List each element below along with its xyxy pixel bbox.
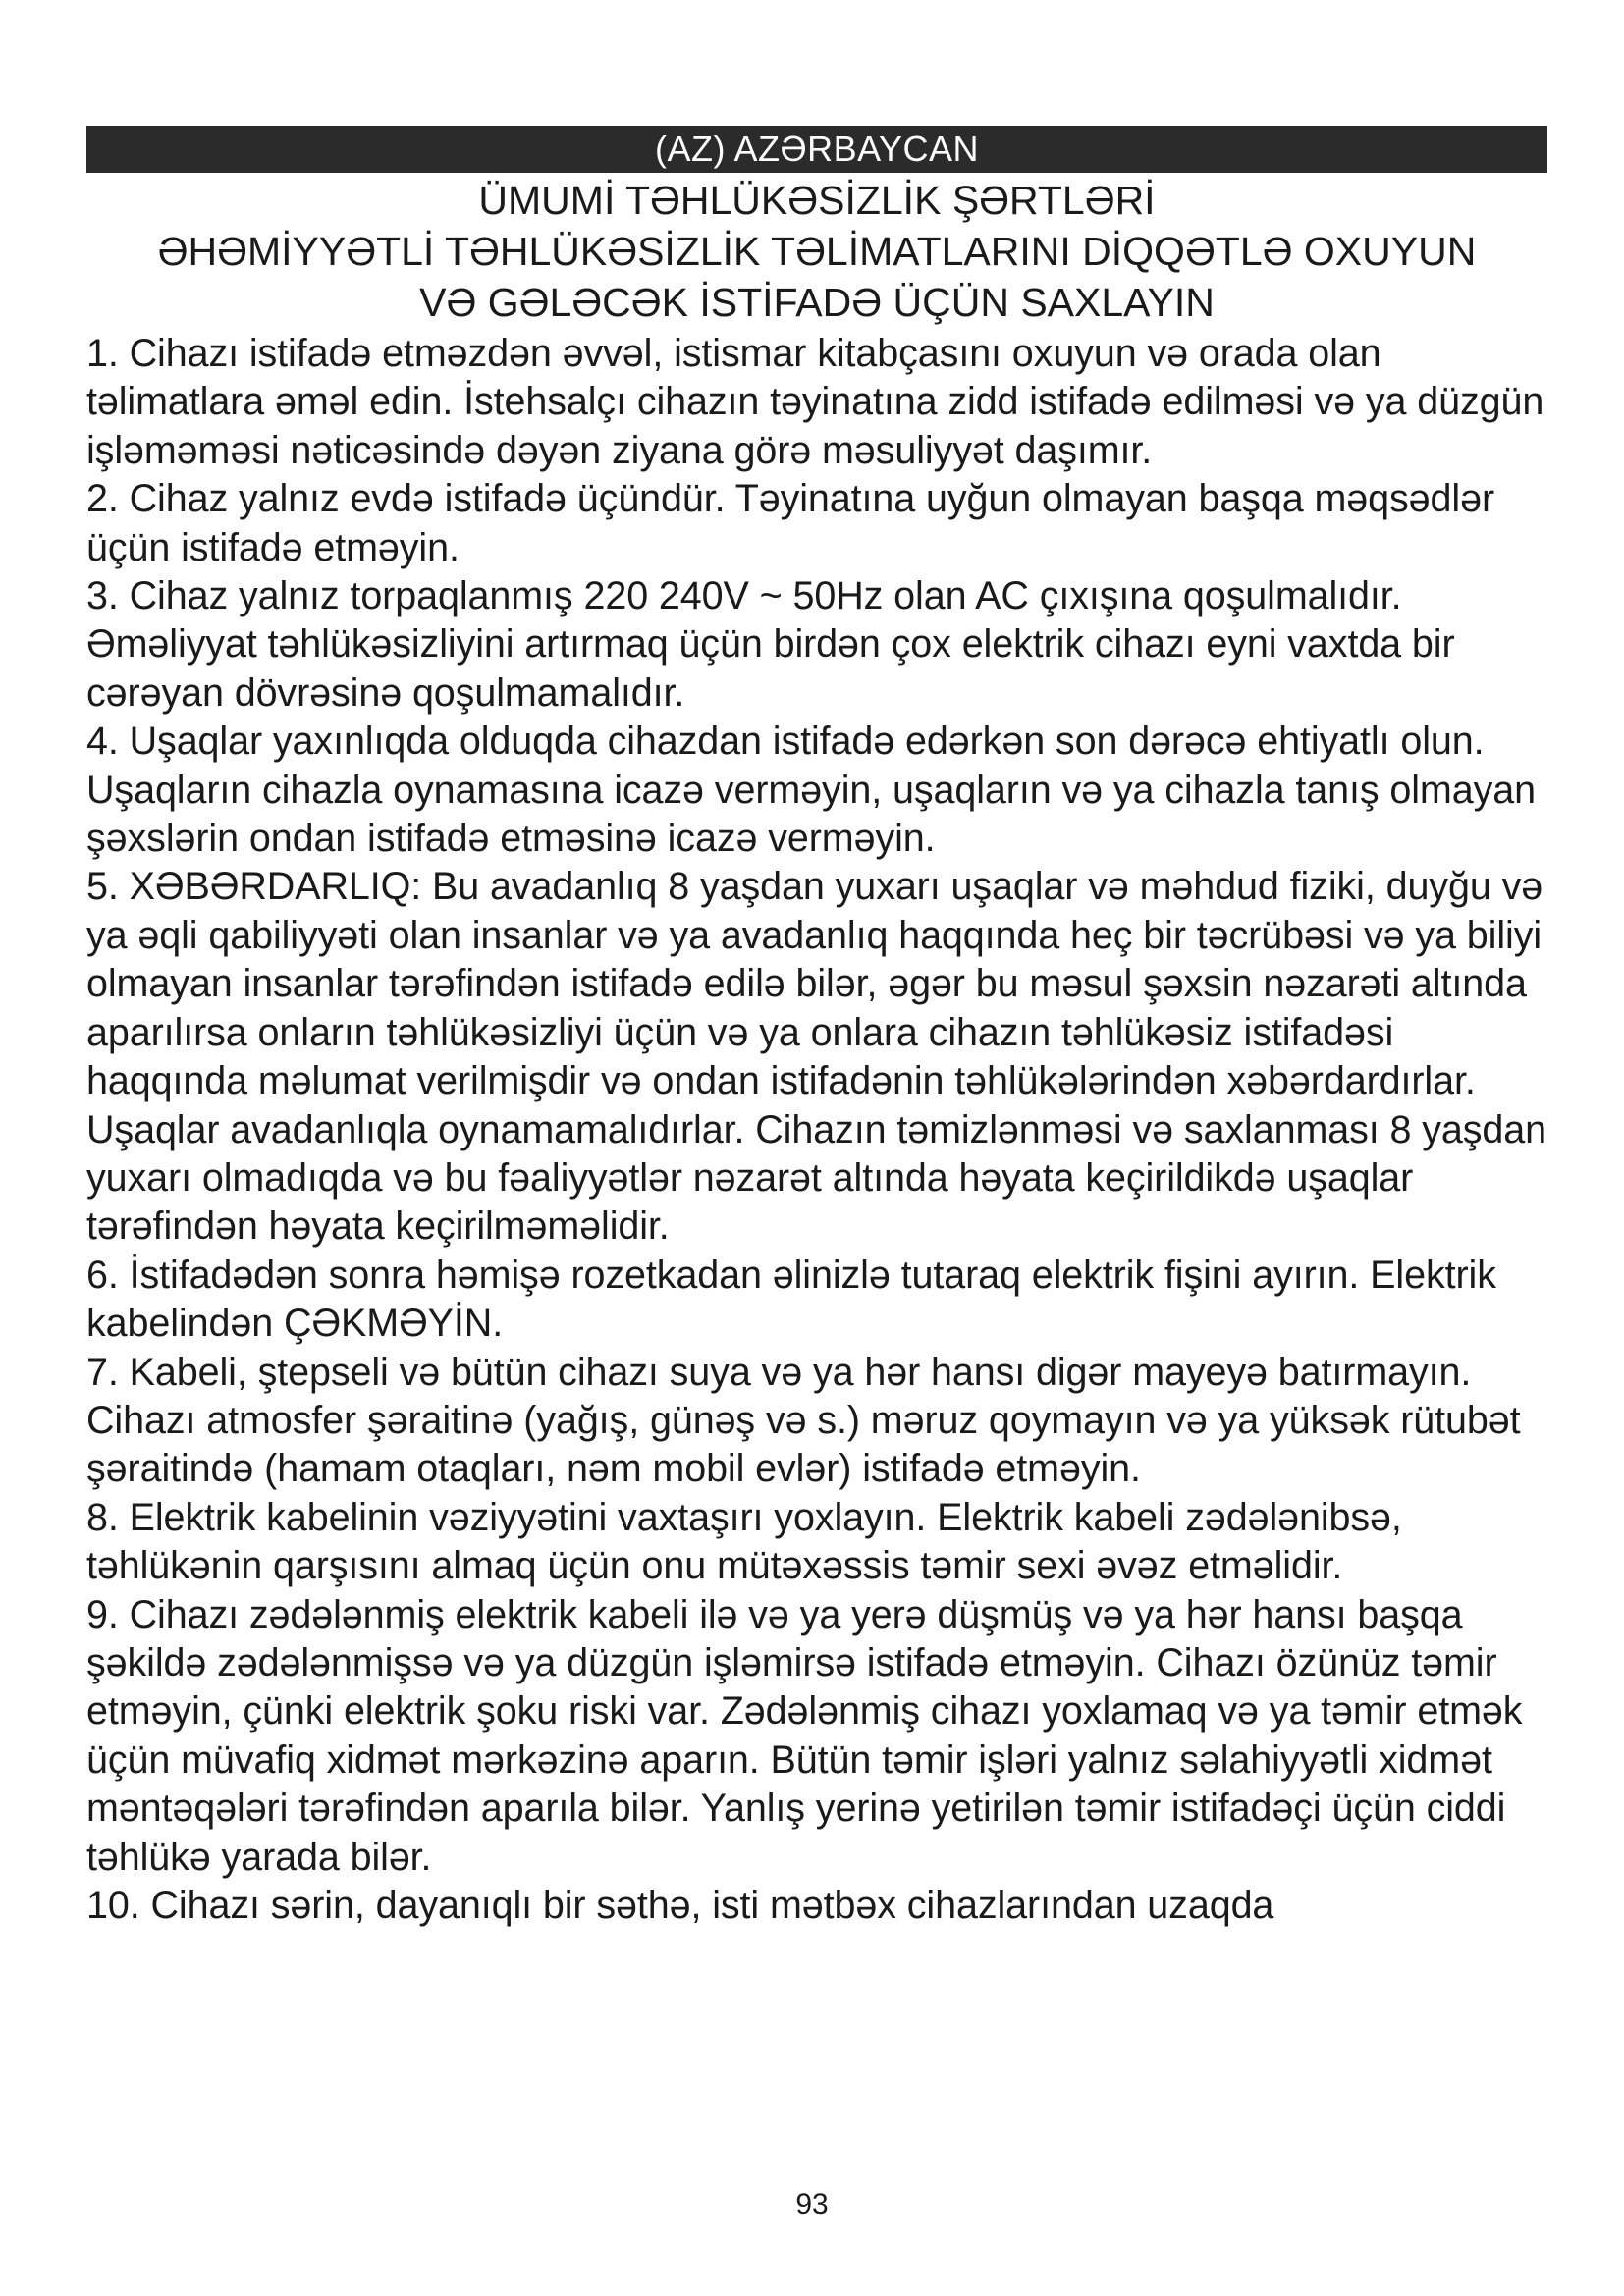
- instruction-item-10: 10. Cihazı sərin, dayanıqlı bir səthə, isti mətbəx cihazlarından uzaqda: [86, 1884, 1274, 1927]
- instruction-item-1: 1. Cihazı istifadə etməzdən əvvəl, istismar kitabçasını oxuyun və orada olan təlimatlara əməl edin. İstehsalçı cihazın təyinatına zidd istifadə edilməsi və ya düzgün işləməməsi nəticəsində dəyən ziyana görə məsuliyyət daşımır.: [86, 332, 1544, 472]
- page-number: 93: [795, 2188, 829, 2220]
- instruction-item-5-warning: 5. XƏBƏRDARLIQ: Bu avadanlıq 8 yaşdan yuxarı uşaqlar və məhdud fiziki, duyğu və ya əqli qabiliyyəti olan insanlar və ya avadanlıq haqqında heç bir təcrübəsi və ya biliyi olmayan insanlar tərəfindən istifadə edilə bilər, əgər bu məsul şəxsin nəzarəti altında aparılırsa onların təhlükəsizliyi üçün və ya onlara cihazın təhlükəsiz istifadəsi haqqında məlumat verilmişdir və ondan istifadənin təhlükələrindən xəbərdardırlar. Uşaqlar avadanlıqla oynamamalıdırlar. Cihazın təmizlənməsi və saxlanması 8 yaşdan yuxarı olmadıqda və bu fəaliyyətlər nəzarət altında həyata keçirildikdə uşaqlar tərəfindən həyata keçirilməməlidir.: [86, 865, 1547, 1249]
- instruction-item-2: 2. Cihaz yalnız evdə istifadə üçündür. Təyinatına uyğun olmayan başqa məqsədlər üçün istifadə etməyin.: [86, 477, 1495, 569]
- section-subtitle-line-1: ƏHƏMİYYƏTLİ TƏHLÜKƏSİZLİK TƏLİMATLARINI DİQQƏTLƏ OXUYUN: [157, 229, 1477, 274]
- instruction-item-8: 8. Elektrik kabelinin vəziyyətini vaxtaşırı yoxlayın. Elektrik kabeli zədələnibsə, təhlükənin qarşısını almaq üçün onu mütəxəssis təmir sexi əvəz etməlidir.: [86, 1495, 1402, 1588]
- instruction-item-6: 6. İstifadədən sonra həmişə rozetkadan əlinizlə tutaraq elektrik fişini ayırın. Elektrik kabelindən ÇƏKMƏYİN.: [86, 1253, 1496, 1346]
- instruction-item-7: 7. Kabeli, ştepseli və bütün cihazı suya və ya hər hansı digər mayeyə batırmayın. Cihazı atmosfer şəraitinə (yağış, günəş və s.) məruz qoymayın və ya yüksək rütubət şəraitində (hamam otaqları, nəm mobil evlər) istifadə etməyin.: [86, 1350, 1521, 1491]
- instruction-item-9: 9. Cihazı zədələnmiş elektrik kabeli ilə və ya yerə düşmüş və ya hər hansı başqa şəkildə zədələnmişsə və ya düzgün işləmirsə istifadə etməyin. Cihazı özünüz təmir etməyin, çünki elektrik şoku riski var. Zədələnmiş cihazı yoxlamaq və ya təmir etmək üçün müvafiq xidmət mərkəzinə aparın. Bütün təmir işləri yalnız səlahiyyətli xidmət məntəqələri tərəfindən aparıla bilər. Yanlış yerinə yetirilən təmir istifadəçi üçün ciddi təhlükə yarada bilər.: [86, 1592, 1523, 1879]
- instruction-item-4: 4. Uşaqlar yaxınlıqda olduqda cihazdan istifadə edərkən son dərəcə ehtiyatlı olun. Uşaqların cihazla oynamasına icazə verməyin, uşaqların və ya cihazla tanış olmayan şəxslərin ondan istifadə etməsinə icazə verməyin.: [86, 720, 1536, 861]
- instruction-item-3: 3. Cihaz yalnız torpaqlanmış 220 240V ~ 50Hz olan AC çıxışına qoşulmalıdır. Əməliyyat təhlükəsizliyini artırmaq üçün birdən çox elektrik cihazı eyni vaxtda bir cərəyan dövrəsinə qoşulmamalıdır.: [86, 574, 1455, 715]
- language-header-bar: (AZ) AZƏRBAYCAN: [86, 126, 1547, 173]
- section-subtitle-line-2: VƏ GƏLƏCƏK İSTİFADƏ ÜÇÜN SAXLAYIN: [419, 280, 1215, 325]
- manual-page: [86, 126, 1547, 1930]
- safety-instructions-list: [86, 330, 1547, 1930]
- section-title: ÜMUMİ TƏHLÜKƏSİZLİK ŞƏRTLƏRİ: [478, 178, 1156, 223]
